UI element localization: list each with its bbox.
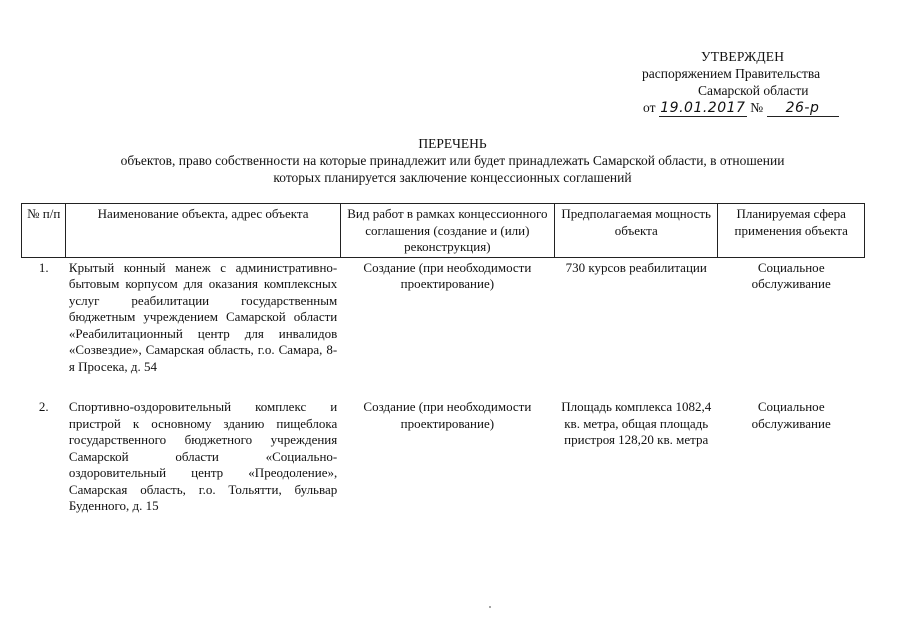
row-num: 1.	[38, 259, 49, 275]
row-sphere: Социальное обслуживание	[751, 399, 831, 431]
date-prefix: от	[643, 100, 656, 115]
approval-issuer: распоряжением Правительства	[642, 66, 821, 81]
row-spacer	[22, 375, 865, 397]
objects-table	[21, 203, 865, 515]
table-row	[22, 397, 865, 515]
row-capacity: Площадь комплекса 1082,4 кв. метра, общая площадь пристроя 128,20 кв. метра	[561, 399, 712, 447]
row-num: 2.	[38, 399, 49, 414]
row-name: Спортивно-оздоровительный комплекс и пристрой к основному зданию пищеблока государственного бюджетного учреждения Самарской области «Социально-оздоровительный центр «Преодоление», Самарская область, г.о. Тольятти, бульвар Буденного, д. 15	[68, 399, 338, 513]
handwritten-number: 26-р	[767, 101, 839, 117]
header-num: № п/п	[22, 204, 66, 258]
header-sphere: Планируемая сфера применения объекта	[718, 204, 865, 258]
row-capacity: 730 курсов реабилитации	[565, 259, 707, 275]
document-subtitle-line2: которых планируется заключение концессионных соглашений	[273, 170, 632, 185]
table-header-row	[22, 204, 865, 258]
row-name: Крытый конный манеж с административно-бытовым корпусом для оказания комплексных услуг реабилитации государственным бюджетным учреждением Самарской области «Реабилитационный центр для инвалидов «Созвездие», Самарская область, г.о. Самара, 8-я Просека, д. 54	[68, 259, 338, 374]
header-works: Вид работ в рамках концессионного соглашения (создание и (или) реконструкция)	[340, 204, 554, 258]
approval-region: Самарской области	[698, 83, 809, 98]
approval-heading: УТВЕРЖДЕН	[701, 49, 785, 64]
document-title: ПЕРЕЧЕНЬ	[418, 136, 487, 151]
row-works: Создание (при необходимости проектирование)	[363, 399, 532, 431]
number-prefix: №	[750, 100, 764, 115]
header-capacity: Предполагаемая мощность объекта	[555, 204, 718, 258]
row-works: Создание (при необходимости проектирование)	[363, 259, 532, 291]
scan-speck	[489, 606, 491, 608]
table-row	[22, 257, 865, 375]
row-sphere: Социальное обслуживание	[751, 259, 831, 291]
approval-date-number	[643, 99, 839, 117]
document-subtitle-line1: объектов, право собственности на которые принадлежит или будет принадлежать Самарской области, в отношении	[120, 153, 785, 168]
header-name: Наименование объекта, адрес объекта	[66, 204, 340, 258]
handwritten-date: 19.01.2017	[660, 100, 746, 116]
